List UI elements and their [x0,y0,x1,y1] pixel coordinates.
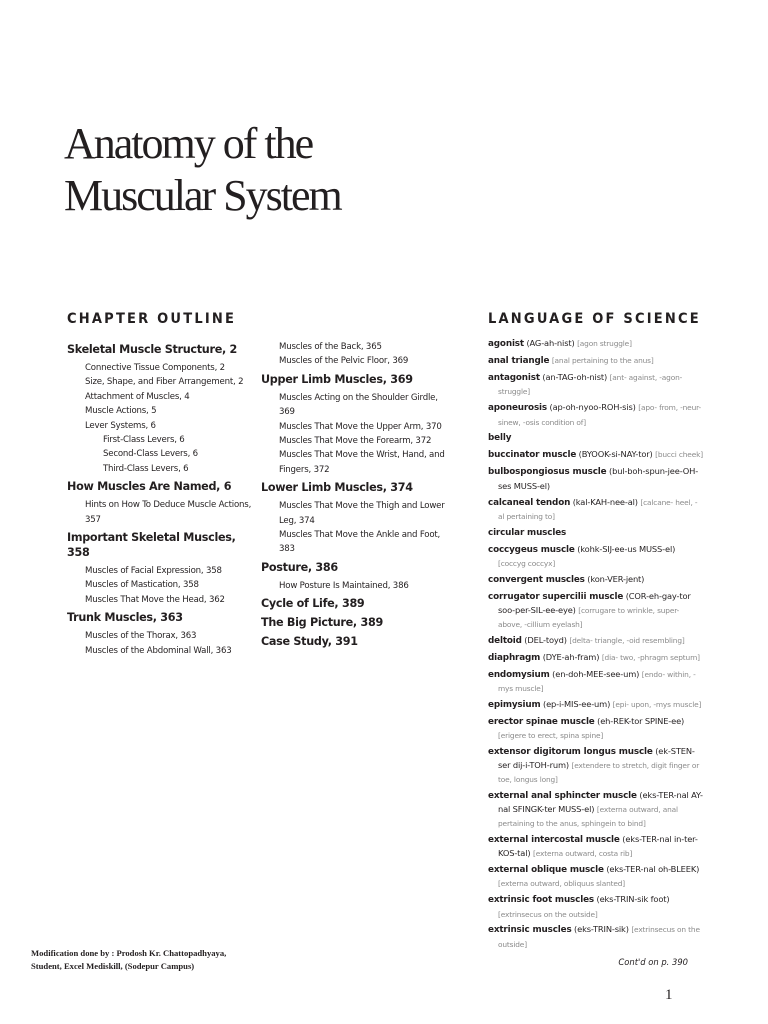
glossary-etymology: [extrinsecus on the outside] [498,925,700,949]
glossary-entry [488,354,703,368]
glossary-pronunciation: (eks-TER-nal in-ter-KOS-tal) [498,833,698,858]
outline-subsection: Muscles of the Abdominal Wall, 363 [85,645,232,656]
outline-section: Posture, 386 [261,560,338,574]
chapter-title [64,118,341,222]
chapter-title-line-2: Muscular System [64,171,341,220]
glossary-entry [488,371,703,399]
glossary-etymology: [delta- triangle, -oid resembling] [569,635,685,645]
outline-subsection: Muscle Actions, 5 [85,406,157,417]
outline-section: Important Skeletal Muscles, 358 [67,531,236,560]
chapter-outline-heading: CHAPTER OUTLINE [67,311,237,327]
glossary-term: bulbospongiosus muscle [488,467,607,478]
glossary-pronunciation: (eks-TRIN-sik) [574,924,629,935]
glossary-etymology: [ant- against, -agon- struggle] [498,372,683,397]
glossary-term: calcaneal tendon [488,497,571,508]
glossary-etymology: [endo- within, -mys muscle] [498,669,696,693]
glossary-pronunciation: (kon-VER-jent) [587,574,645,585]
glossary-term: deltoid [488,635,522,646]
glossary-etymology: [apo- from, -neur- sinew, -osis condition of] [498,403,702,427]
outline-subsection: Attachment of Muscles, 4 [85,391,190,402]
glossary-etymology: [extrinsecus on the outside] [498,909,598,919]
glossary-pronunciation: (DYE-ah-fram) [542,651,600,662]
outline-subsection: Connective Tissue Components, 2 [85,363,225,373]
glossary-pronunciation: (an-TAG-oh-nist) [542,371,608,382]
outline-subsection: Size, Shape, and Fiber Arrangement, 2 [85,377,244,388]
glossary-etymology: [externa outward, anal pertaining to the anus, sphingein to bind] [498,805,678,828]
glossary-term: epimysium [488,699,541,710]
outline-section: The Big Picture, 389 [261,616,383,630]
glossary-entry [488,431,703,445]
outline-subsection: Muscles That Move the Ankle and Foot, 383 [279,530,441,555]
outline-section: How Muscles Are Named, 6 [67,480,232,494]
glossary-pronunciation: (eks-TER-nal AY-nal SFINGK-ter MUSS-el) [498,789,703,815]
outline-subsection: Muscles That Move the Head, 362 [85,594,225,605]
outline-subsection: Muscles Acting on the Shoulder Girdle, 369 [279,392,438,418]
outline-column-1 [67,339,257,658]
glossary-entry [488,590,703,631]
outline-section: Trunk Muscles, 363 [67,611,183,625]
outline-subsection: Third-Class Levers, 6 [103,463,189,474]
glossary-term: coccygeus muscle [488,544,575,555]
outline-section: Skeletal Muscle Structure, 2 [67,343,238,356]
outline-subsection: Hints on How To Deduce Muscle Actions, 357 [85,500,252,525]
glossary-entry [488,715,703,743]
glossary-etymology: [bucci cheek] [655,450,703,460]
glossary-pronunciation: (ep-i-MIS-ee-um) [543,698,611,709]
outline-subsection: Muscles of the Pelvic Floor, 369 [279,356,409,367]
glossary-entry [488,789,703,830]
glossary-entry [488,465,703,493]
glossary-pronunciation: (ap-oh-nyoo-ROH-sis) [549,402,636,413]
glossary-term: buccinator muscle [488,450,577,461]
glossary-etymology: [erigere to erect, spina spine] [498,731,604,741]
glossary-entry [488,745,703,786]
glossary-term: external anal sphincter muscle [488,790,637,801]
glossary-etymology: [externa outward, costa rib] [532,848,633,858]
glossary-etymology: [extendere to stretch, digit finger or toe, longus long] [498,761,700,784]
glossary-term: extrinsic foot muscles [488,895,594,906]
outline-subsection: Muscles That Move the Thigh and Lower Leg, 374 [279,501,445,526]
glossary-term: convergent muscles [488,575,585,586]
glossary-etymology: [epi- upon, -mys muscle] [612,699,702,709]
outline-subsection: How Posture Is Maintained, 386 [279,580,409,591]
outline-subsection: Muscles of the Back, 365 [279,342,382,352]
glossary-entry [488,496,703,524]
glossary-term: belly [488,433,512,444]
outline-subsection: Lever Systems, 6 [85,420,156,431]
glossary-entry [488,833,703,861]
glossary-etymology: [coccyg coccyx] [498,559,556,569]
glossary-entry [488,543,703,571]
outline-subsection: Muscles of Mastication, 358 [85,580,199,591]
glossary-pronunciation: (bul-boh-spun-jee-OH-ses MUSS-el) [498,466,699,491]
language-of-science-list [488,337,703,954]
glossary-entry [488,526,703,540]
glossary-pronunciation: (DEL-toyd) [524,634,567,645]
glossary-pronunciation: (eks-TER-nal oh-BLEEK) [606,863,700,874]
glossary-entry [488,893,703,921]
glossary-term: extensor digitorum longus muscle [488,747,653,758]
glossary-term: external oblique muscle [488,864,604,875]
glossary-entry [488,863,703,891]
outline-section: Case Study, 391 [261,635,358,649]
glossary-entry [488,634,703,648]
glossary-pronunciation: (en-doh-MEE-see-um) [552,668,640,679]
continued-note: Cont'd on p. 390 [618,957,688,967]
glossary-term: erector spinae muscle [488,716,595,727]
glossary-entry [488,923,703,951]
outline-subsection: Muscles of the Thorax, 363 [85,631,197,642]
glossary-pronunciation: (ek-STEN-ser dij-i-TOH-rum) [498,746,695,771]
glossary-entry [488,401,703,429]
glossary-pronunciation: (COR-eh-gay-tor soo-per-SIL-ee-eye) [498,591,691,616]
glossary-entry [488,668,703,696]
modification-credit-line-2: Student, Excel Mediskill, (Sodepur Campus) [31,961,195,971]
glossary-term: circular muscles [488,527,567,538]
glossary-term: diaphragm [488,652,541,663]
glossary-pronunciation: (kohk-SIJ-ee-us MUSS-el) [577,543,676,554]
glossary-term: external intercostal muscle [488,834,620,845]
glossary-pronunciation: (eh-REK-tor SPINE-ee) [597,715,685,726]
glossary-term: agonist [488,339,524,349]
glossary-term: antagonist [488,372,540,383]
glossary-term: extrinsic muscles [488,925,572,936]
modification-credit-line-1: Modification done by : Prodosh Kr. Chattopadhyaya, [31,948,227,958]
outline-section: Cycle of Life, 389 [261,597,365,611]
outline-section: Upper Limb Muscles, 369 [261,372,413,386]
glossary-term: aponeurosis [488,403,547,414]
glossary-term: endomysium [488,669,550,680]
glossary-etymology: [dia- two, -phragm septum] [601,652,700,662]
outline-subsection: Muscles of Facial Expression, 358 [85,566,222,577]
glossary-pronunciation: (AG-ah-nist) [526,338,575,348]
glossary-etymology: [agon struggle] [577,339,632,348]
outline-column-2 [261,340,451,653]
page-number: 1 [665,987,673,1003]
modification-credit [31,947,251,973]
glossary-pronunciation: (kal-KAH-nee-al) [572,496,638,507]
glossary-entry [488,651,703,665]
outline-subsection: Second-Class Levers, 6 [103,449,198,460]
glossary-pronunciation: (eks-TRIN-sik foot) [596,894,670,905]
glossary-pronunciation: (BYOOK-si-NAY-tor) [578,449,653,460]
glossary-etymology: [calcane- heel, -al pertaining to] [498,497,698,521]
outline-subsection: Muscles That Move the Forearm, 372 [279,436,432,447]
outline-subsection: Muscles That Move the Wrist, Hand, and Fingers, 372 [279,450,445,475]
glossary-etymology: [externa outward, obliquus slanted] [498,879,626,889]
glossary-etymology: [corrugare to wrinkle, super- above, -cillium eyelash] [498,606,680,629]
glossary-term: anal triangle [488,355,550,366]
outline-section: Lower Limb Muscles, 374 [261,481,413,495]
glossary-term: corrugator supercilii muscle [488,592,624,602]
glossary-entry [488,698,703,712]
outline-subsection: First-Class Levers, 6 [103,435,185,446]
glossary-entry [488,337,703,351]
glossary-entry [488,573,703,587]
glossary-entry [488,448,703,462]
chapter-title-line-1: Anatomy of the [64,119,313,168]
outline-subsection: Muscles That Move the Upper Arm, 370 [279,421,442,432]
language-of-science-heading: LANGUAGE OF SCIENCE [488,311,701,327]
glossary-etymology: [anal pertaining to the anus] [551,355,654,365]
